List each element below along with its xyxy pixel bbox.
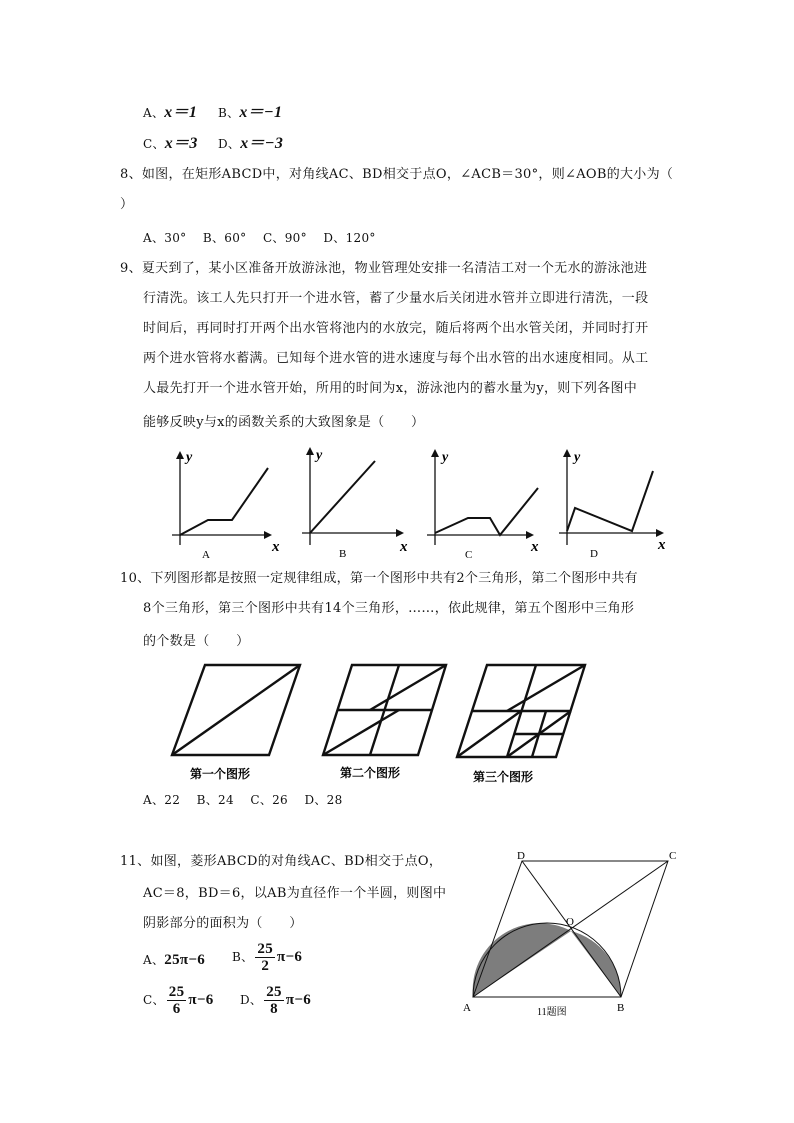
vertex-b-label: B (617, 1002, 625, 1014)
q11-option-b: B、 $\frac{25}{2}$ π−6 (232, 941, 303, 974)
q9-stem-line-4: 两个进水管将水蓄满。已知每个进水管的进水速度与每个出水管的出水速度相同。从工 (143, 351, 649, 366)
graph-d-curve (567, 471, 653, 531)
graph-a-y-label: y (186, 450, 193, 465)
graph-c-x-label: x (531, 539, 539, 555)
center-o-label: O (566, 916, 574, 928)
q10-caption-3: 第三个图形 (473, 770, 534, 784)
graph-b-caption: B (339, 548, 347, 560)
q10-figure-3 (457, 665, 585, 757)
graph-b-curve (310, 461, 375, 533)
figure-3-diagonal-left (457, 711, 521, 757)
q9-graphs (150, 445, 680, 565)
q10-stem-line-2: 8个三角形，第三个图形中共有14个三角形，……，依此规律，第五个图形中三角形 (143, 601, 635, 616)
q11-stem-line-1: 11、如图，菱形ABCD的对角线AC、BD相交于点O， (120, 854, 443, 869)
q8-options: A、30° B、60° C、90° D、120° (143, 231, 376, 245)
q11-option-a: A、25π−6 (143, 952, 206, 968)
q9-stem-line-5: 人最先打开一个进水管开始，所用的时间为x，游泳池内的蓄水量为y，则下列各图中 (143, 381, 638, 396)
q7-option-c: C、x＝3 (143, 135, 198, 152)
q8-stem-line-1: 8、如图，在矩形ABCD中，对角线AC、BD相交于点O，∠ACB＝30°，则∠AOB的大小为（ (120, 167, 674, 182)
q11-stem-line-3: 阴影部分的面积为（ ） (143, 916, 303, 931)
q9-stem-line-1: 9、夏天到了，某小区准备开放游泳池，物业管理处安排一名清洁工对一个无水的游泳池进 (120, 261, 648, 276)
q11-option-c: C、 $\frac{25}{6}$ π−6 (143, 984, 214, 1017)
diagonal-ac (473, 861, 668, 997)
q7-option-d: D、x＝−3 (218, 135, 284, 152)
vertex-d-label: D (517, 850, 525, 862)
graph-c-y-label: y (442, 450, 449, 465)
q9-stem-line-2: 行清洗。该工人先只打开一个进水管，蓄了少量水后关闭进水管并立即进行清洗，一段 (143, 291, 649, 306)
graph-c-caption: C (465, 549, 473, 561)
q10-options: A、22 B、24 C、26 D、28 (143, 793, 343, 807)
shaded-region-left (473, 923, 571, 997)
q11-option-d: D、 $\frac{25}{8}$ π−6 (240, 984, 312, 1017)
q10-figure-2 (323, 665, 446, 755)
q10-figure-1 (172, 665, 300, 755)
q11-stem-line-2: AC＝8，BD＝6，以AB为直径作一个半圆，则图中 (143, 886, 447, 901)
q9-stem-line-6: 能够反映y与x的函数关系的大致图象是（ ） (143, 415, 425, 430)
q11-figure (455, 845, 695, 1025)
q10-figures (160, 658, 600, 788)
q7-option-a: A、x＝1 (143, 104, 198, 121)
graph-a-curve (180, 468, 268, 535)
graph-c-curve (435, 488, 538, 535)
q11-figure-caption: 11题图 (537, 1007, 567, 1018)
q7-option-b: B、x＝−1 (218, 104, 283, 121)
graph-b-x-label: x (400, 539, 408, 555)
q10-stem-line-1: 10、下列图形都是按照一定规律组成，第一个图形中共有2个三角形，第二个图形中共有 (120, 571, 638, 586)
graph-a-caption: A (202, 549, 210, 561)
vertex-c-label: C (669, 850, 677, 862)
q9-stem-line-3: 时间后，再同时打开两个出水管将池内的水放完，随后将两个出水管关闭，并同时打开 (143, 321, 649, 336)
q10-caption-1: 第一个图形 (190, 767, 251, 781)
graph-b-y-label: y (316, 448, 323, 463)
graph-a-x-label: x (272, 539, 280, 555)
q10-stem-line-3: 的个数是（ ） (143, 634, 250, 649)
q8-stem-line-2: ） (120, 197, 134, 212)
graph-d (559, 450, 666, 560)
q10-caption-2: 第二个图形 (340, 766, 401, 780)
graph-b (302, 448, 408, 560)
graph-d-y-label: y (574, 450, 581, 465)
vertex-a-label: A (463, 1002, 471, 1014)
graph-a (172, 450, 280, 561)
graph-d-x-label: x (658, 537, 666, 553)
graph-c (427, 450, 539, 561)
figure-1-diagonal (172, 665, 300, 755)
graph-d-caption: D (590, 548, 598, 560)
